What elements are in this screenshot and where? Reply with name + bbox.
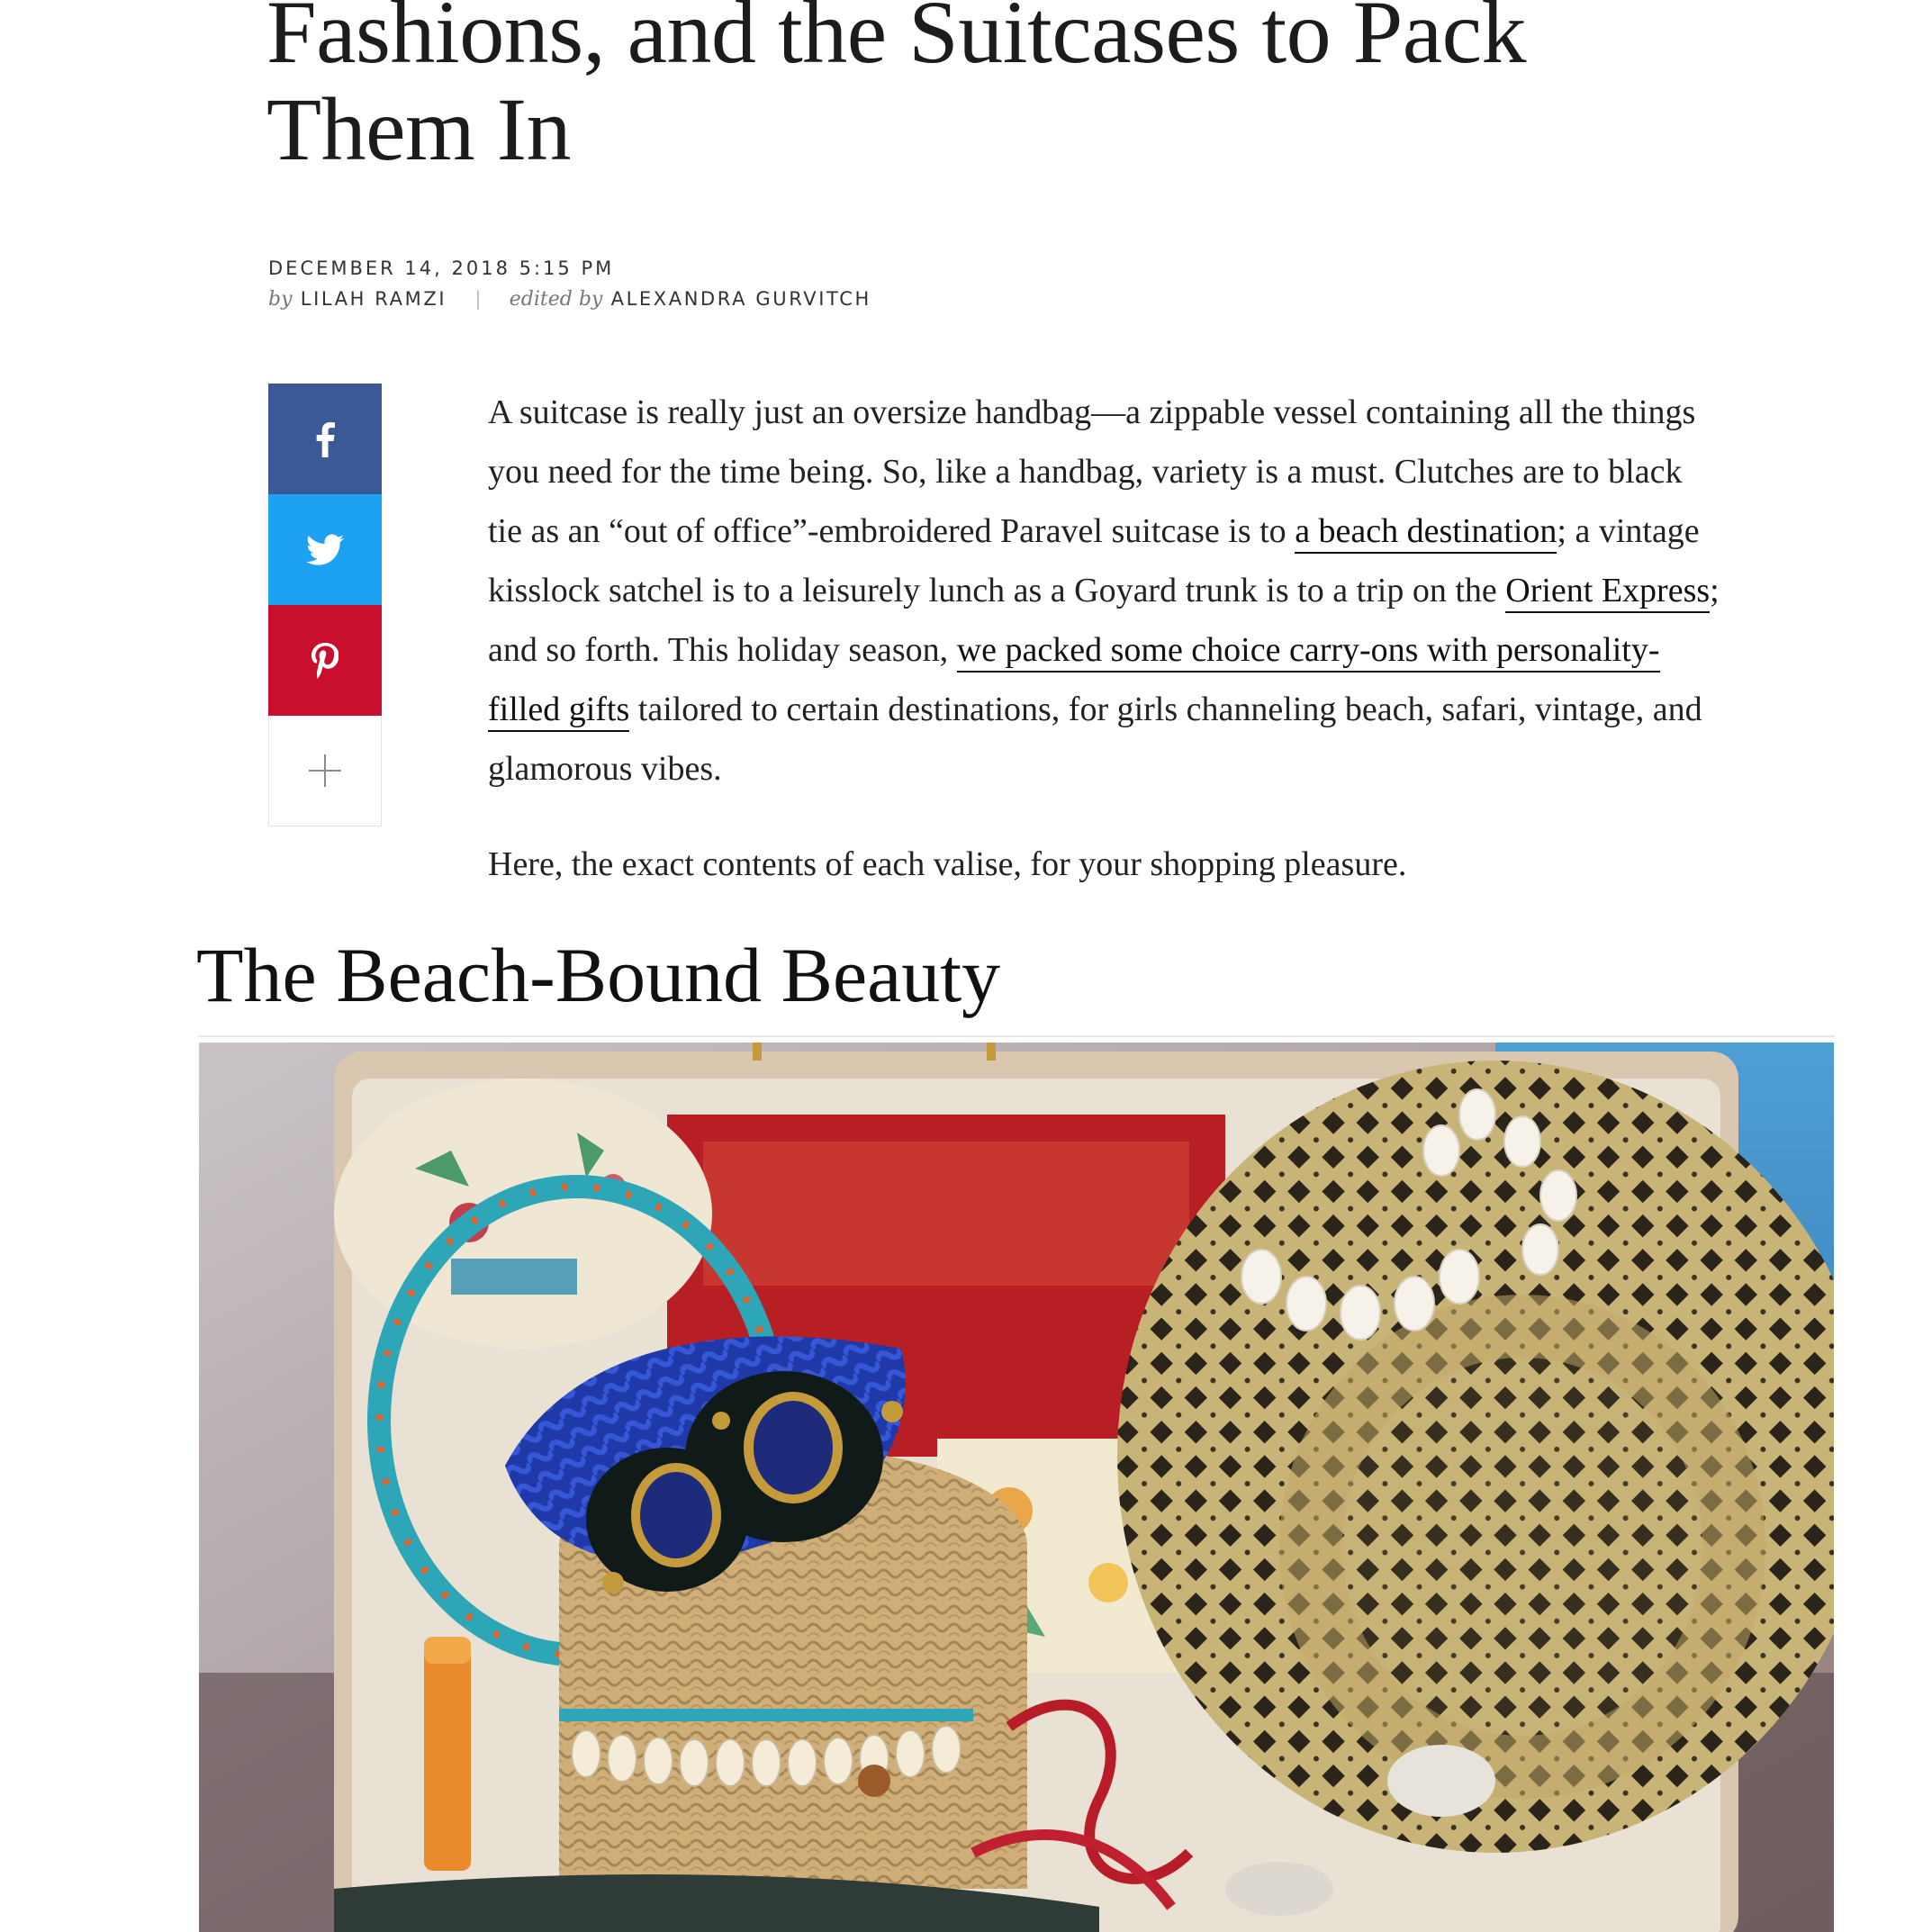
publish-date: DECEMBER 14, 2018 5:15 PM	[268, 257, 615, 279]
share-bar	[268, 384, 382, 826]
body-text-segment: A suitcase is really just an oversize handbag—a zippable vessel containing all the things you need for the time being. So, like a handbag, variety is a must. Clutches are to black tie as an “out of office”-embroidered Paravel suitcase is to	[488, 393, 1696, 550]
section-divider	[198, 1035, 1835, 1037]
section-heading: The Beach-Bound Beauty	[196, 932, 1001, 1018]
by-prefix: by	[268, 288, 293, 311]
plus-icon	[307, 753, 343, 789]
carry-ons-gifts-link[interactable]: we packed some choice carry-ons with personality-filled gifts	[488, 631, 1660, 732]
byline	[268, 288, 871, 311]
twitter-icon	[306, 534, 344, 566]
article-title: Fashions, and the Suitcases to Pack Them In	[266, 0, 1527, 179]
byline-separator: |	[474, 288, 482, 310]
author-link[interactable]: LILAH RAMZI	[300, 288, 447, 310]
suitcase-photo	[199, 1043, 1834, 1932]
beach-destination-link[interactable]: a beach destination	[1295, 512, 1557, 554]
twitter-share-button[interactable]	[268, 494, 382, 605]
suitcase-photo-illustration	[199, 1043, 1834, 1932]
facebook-icon	[315, 421, 335, 457]
intro-paragraph	[488, 383, 1721, 799]
facebook-share-button[interactable]	[268, 384, 382, 494]
pinterest-share-button[interactable]	[268, 605, 382, 716]
article-body	[488, 383, 1721, 894]
body-text-segment: tailored to certain destinations, for girls channeling beach, safari, vintage, and glamorous vibes.	[488, 691, 1702, 788]
editor-link[interactable]: ALEXANDRA GURVITCH	[610, 288, 871, 310]
pinterest-icon	[311, 643, 339, 679]
body-text-segment: ; and so forth. This holiday season,	[488, 572, 1720, 669]
more-share-button[interactable]	[268, 716, 382, 826]
body-text-segment: ; a vintage kisslock satchel is to a leisurely lunch as a Goyard trunk is to a trip on the	[488, 512, 1700, 609]
edited-prefix: edited by	[509, 288, 603, 311]
second-paragraph: Here, the exact contents of each valise, for your shopping pleasure.	[488, 845, 1407, 883]
orient-express-link[interactable]: Orient Express	[1505, 572, 1710, 613]
